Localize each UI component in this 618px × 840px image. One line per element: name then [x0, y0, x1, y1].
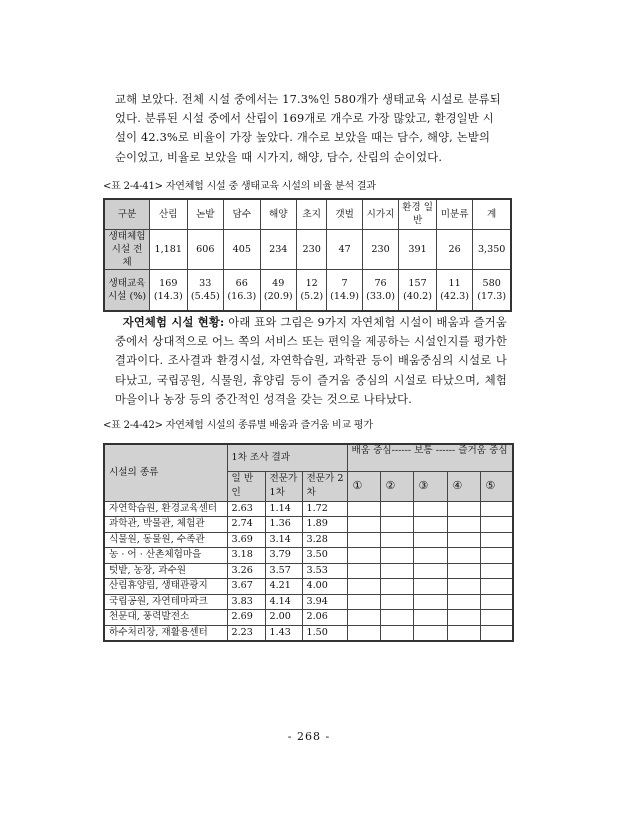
column-header: 미분류 [436, 199, 472, 229]
data-cell: 405 [224, 229, 260, 269]
expert1-cell: 1.14 [265, 501, 302, 517]
name-cell: 산림휴양림, 생태관광지 [104, 579, 227, 595]
expert2-cell: 4.00 [302, 579, 347, 595]
table-row [104, 532, 513, 548]
scale-cell [413, 501, 447, 517]
table-row [104, 625, 513, 641]
column-header: 갯벌 [327, 199, 362, 229]
scale-mark: ④ [447, 471, 480, 501]
expert1-cell: 2.00 [265, 610, 302, 626]
column-header: 해양 [260, 199, 296, 229]
data-cell: 157 (40.2) [399, 269, 437, 311]
data-cell: 33 (5.45) [187, 269, 223, 311]
header-general: 일 반 인 [227, 471, 265, 501]
scale-cell [380, 610, 413, 626]
data-cell: 230 [297, 229, 327, 269]
data-cell: 606 [187, 229, 223, 269]
scale-cell [347, 579, 380, 595]
data-cell: 12 (5.2) [297, 269, 327, 311]
text-line: 순이었고, 비율로 보았을 때 시가지, 해양, 담수, 산림의 순이었다. [115, 150, 443, 164]
scale-cell [347, 548, 380, 564]
expert1-cell: 1.36 [265, 517, 302, 533]
paragraph-intro [115, 90, 507, 167]
expert1-cell: 4.21 [265, 579, 302, 595]
column-header: 담수 [224, 199, 260, 229]
data-cell: 234 [260, 229, 296, 269]
scale-cell [347, 594, 380, 610]
table-row [104, 563, 513, 579]
data-cell: 169 (14.3) [150, 269, 188, 311]
table-row [104, 229, 511, 269]
expert2-cell: 2.06 [302, 610, 347, 626]
header-survey: 1차 조사 결과 [227, 444, 347, 471]
scale-cell [480, 501, 513, 517]
header-scale: 배움 중심------ 보통 ------ 즐거움 중심 [347, 444, 513, 471]
expert2-cell: 1.50 [302, 625, 347, 641]
data-cell: 3,350 [473, 229, 511, 269]
data-cell: 76 (33.0) [362, 269, 398, 311]
table-row [104, 594, 513, 610]
general-cell: 3.83 [227, 594, 265, 610]
scale-cell [480, 548, 513, 564]
column-header: 계 [473, 199, 511, 229]
name-cell: 과학관, 박물관, 체험관 [104, 517, 227, 533]
paragraph-lead: 자연체험 시설 현황: [122, 315, 225, 329]
scale-cell [347, 532, 380, 548]
name-cell: 하수처리장, 재활용센터 [104, 625, 227, 641]
expert1-cell: 3.57 [265, 563, 302, 579]
table-row [104, 269, 511, 311]
scale-cell [347, 563, 380, 579]
scale-cell [413, 548, 447, 564]
data-cell: 7 (14.9) [327, 269, 362, 311]
data-cell: 1,181 [150, 229, 188, 269]
scale-cell [447, 501, 480, 517]
data-cell: 49 (20.9) [260, 269, 296, 311]
learning-fun-comparison-table [103, 443, 514, 642]
scale-cell [347, 501, 380, 517]
scale-cell [413, 625, 447, 641]
expert1-cell: 4.14 [265, 594, 302, 610]
general-cell: 3.69 [227, 532, 265, 548]
scale-cell [413, 517, 447, 533]
scale-cell [447, 579, 480, 595]
data-cell: 66 (16.3) [224, 269, 260, 311]
expert2-cell: 3.53 [302, 563, 347, 579]
name-cell: 텃밭, 농장, 과수원 [104, 563, 227, 579]
expert1-cell: 3.14 [265, 532, 302, 548]
column-header: 환경 일반 [399, 199, 437, 229]
general-cell: 3.67 [227, 579, 265, 595]
scale-cell [480, 594, 513, 610]
general-cell: 2.63 [227, 501, 265, 517]
general-cell: 3.18 [227, 548, 265, 564]
scale-mark: ③ [413, 471, 447, 501]
scale-cell [447, 625, 480, 641]
data-cell: 47 [327, 229, 362, 269]
scale-cell [480, 610, 513, 626]
general-cell: 3.26 [227, 563, 265, 579]
text-line: 었다. 분류된 시설 중에서 산림이 169개로 개수로 가장 많았고, 환경일반 시 [115, 112, 494, 126]
scale-cell [380, 594, 413, 610]
paragraph-text: 아래 표와 그림은 9가지 자연체험 시설이 배움과 즐거움 중에서 상대적으로 어느 쪽의 서비스 또는 편익을 제공하는 시설인지를 평가한 결과이다. 조사결과 환경시설, 자연학습원, 과학관 등이 배움중심의 시설로 나타났고, 국립공원, 식물원, 휴양림 등이 즐거움 중심의 시설로 타났으며, 체험마을이나 농장 등의 중간적인 성격을 갖는 것으로 나타났다. [115, 316, 507, 406]
data-cell: 26 [436, 229, 472, 269]
scale-cell [447, 594, 480, 610]
row-label: 생태교육 시설 (%) [104, 269, 150, 311]
expert2-cell: 1.89 [302, 517, 347, 533]
table-row [104, 517, 513, 533]
header-expert1: 전문가 1차 [265, 471, 302, 501]
scale-mark: ② [380, 471, 413, 501]
table-row [104, 548, 513, 564]
scale-cell [347, 517, 380, 533]
page-number: - 268 - [287, 730, 331, 743]
header-expert2: 전문가 2차 [302, 471, 347, 501]
table2-caption: <표 2-4-42> 자연체험 시설의 종류별 배움과 즐거움 비교 평가 [103, 420, 373, 431]
scale-cell [480, 625, 513, 641]
name-cell: 자연학습원, 환경교육센터 [104, 501, 227, 517]
expert2-cell: 1.72 [302, 501, 347, 517]
expert2-cell: 3.94 [302, 594, 347, 610]
scale-cell [413, 532, 447, 548]
table1-caption: <표 2-4-41> 자연체험 시설 중 생태교육 시설의 비율 분석 결과 [103, 181, 376, 192]
column-header: 산림 [150, 199, 188, 229]
expert2-cell: 3.50 [302, 548, 347, 564]
table-row [104, 501, 513, 517]
scale-cell [480, 532, 513, 548]
scale-cell [380, 517, 413, 533]
name-cell: 천문대, 풍력발전소 [104, 610, 227, 626]
scale-cell [447, 532, 480, 548]
data-cell: 391 [399, 229, 437, 269]
table-row [104, 610, 513, 626]
scale-cell [380, 579, 413, 595]
header-facility: 시설의 종류 [104, 444, 227, 501]
scale-cell [447, 517, 480, 533]
table-row [104, 579, 513, 595]
data-cell: 580 (17.3) [473, 269, 511, 311]
column-header: 논밭 [187, 199, 223, 229]
eco-education-ratio-table [103, 198, 512, 312]
general-cell: 2.23 [227, 625, 265, 641]
scale-cell [347, 625, 380, 641]
scale-cell [447, 548, 480, 564]
scale-mark: ⑤ [480, 471, 513, 501]
scale-cell [380, 501, 413, 517]
data-cell: 11 (42.3) [436, 269, 472, 311]
scale-cell [347, 610, 380, 626]
row-label: 생태체험 시설 전체 [104, 229, 150, 269]
name-cell: 국립공원, 자연테마파크 [104, 594, 227, 610]
scale-cell [447, 610, 480, 626]
text-line: 교해 보았다. 전체 시설 중에서는 17.3%인 580개가 생태교육 시설로 분류되 [115, 93, 501, 106]
column-header: 시가지 [362, 199, 398, 229]
paragraph-facility-status [115, 313, 507, 409]
scale-cell [480, 579, 513, 595]
scale-cell [413, 594, 447, 610]
scale-cell [413, 563, 447, 579]
expert2-cell: 3.28 [302, 532, 347, 548]
scale-cell [380, 563, 413, 579]
header-cell: 구분 [104, 199, 150, 229]
scale-cell [447, 563, 480, 579]
general-cell: 2.69 [227, 610, 265, 626]
name-cell: 식물원, 동물원, 수족관 [104, 532, 227, 548]
scale-cell [413, 579, 447, 595]
data-cell: 230 [362, 229, 398, 269]
scale-cell [380, 532, 413, 548]
expert1-cell: 1.43 [265, 625, 302, 641]
general-cell: 2.74 [227, 517, 265, 533]
expert1-cell: 3.79 [265, 548, 302, 564]
scale-cell [480, 563, 513, 579]
scale-cell [413, 610, 447, 626]
scale-mark: ① [347, 471, 380, 501]
scale-cell [480, 517, 513, 533]
scale-cell [380, 548, 413, 564]
scale-cell [380, 625, 413, 641]
column-header: 초지 [297, 199, 327, 229]
name-cell: 농 · 어 · 산촌체험마을 [104, 548, 227, 564]
text-line: 설이 42.3%로 비율이 가장 높았다. 개수로 보았을 때는 담수, 해양, 논밭의 [115, 131, 491, 145]
